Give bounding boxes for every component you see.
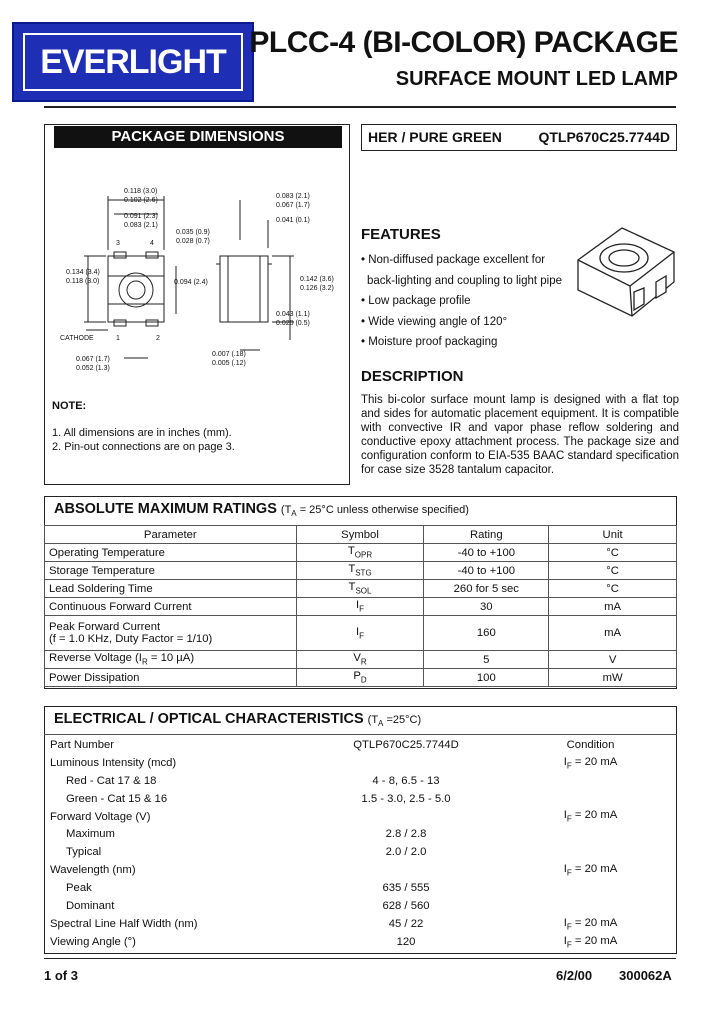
- row-value: [306, 808, 506, 826]
- row-condition: $I_F = 20$ mA: [563, 809, 618, 824]
- table-row: [46, 772, 675, 790]
- electro-heading: [54, 711, 421, 728]
- row-value: 1.5 - 3.0, 2.5 - 5.0: [361, 792, 451, 805]
- row-condition: [506, 772, 675, 790]
- abs-max-table: [44, 525, 677, 687]
- feature-text: Non-diffused package excellent for: [368, 254, 546, 266]
- row-condition: [506, 897, 675, 915]
- row-value: 2.8 / 2.8: [385, 828, 427, 841]
- note-2: 2. Pin-out connections are on page 3.: [52, 441, 235, 453]
- lens-circle: [119, 273, 153, 307]
- row-condition: [506, 879, 675, 897]
- table-row: [46, 861, 675, 879]
- electro-table: [46, 736, 675, 951]
- feature-text: Low package profile: [368, 295, 471, 307]
- col-header: QTLP670C25.7744D: [353, 738, 459, 751]
- row-label: Maximum: [66, 828, 115, 841]
- dim-label: 0.142 (3.6): [300, 276, 334, 283]
- table-row: [46, 825, 675, 843]
- abs-max-condition: ($T_A = 25^\circ C$ unless otherwise specified): [280, 504, 469, 519]
- electro-divider: [44, 734, 677, 735]
- electro-title: ELECTRICAL / OPTICAL CHARACTERISTICS: [54, 711, 364, 727]
- header-rule: [44, 106, 676, 108]
- row-condition: [506, 843, 675, 861]
- pin-label: 2: [156, 335, 160, 342]
- row-label: Luminous Intensity (mcd): [50, 756, 177, 769]
- table-header-row: [46, 736, 675, 754]
- pin-4-pad: [146, 252, 158, 258]
- dim-label: 0.020 (0.5): [276, 320, 310, 327]
- dim-label: 0.043 (1.1): [276, 311, 310, 318]
- feature-item: • Non-diffused package excellent for: [361, 254, 546, 266]
- footer-doc-number: 300062A: [619, 968, 672, 983]
- col-header: Part Number: [50, 738, 115, 751]
- row-condition: $I_F = 20$ mA: [563, 916, 618, 931]
- row-label: Spectral Line Half Width (nm): [50, 917, 198, 930]
- row-value: [306, 861, 506, 879]
- row-condition: $I_F = 20$ mA: [563, 934, 618, 949]
- row-condition: $I_F = 20$ mA: [563, 863, 618, 878]
- row-label: Forward Voltage (V): [50, 810, 151, 823]
- product-header: [361, 124, 677, 151]
- col-header: Symbol: [296, 526, 424, 544]
- dim-label: 0.052 (1.3): [76, 365, 110, 372]
- row-value: 628 / 560: [382, 899, 430, 912]
- row-value: [306, 754, 506, 772]
- dim-label: 0.067 (1.7): [276, 202, 310, 209]
- page-number: 1 of 3: [44, 968, 78, 983]
- note-1: 1. All dimensions are in inches (mm).: [52, 427, 232, 439]
- row-value: 45 / 22: [388, 917, 424, 930]
- logo-text: EVERLIGHT: [40, 42, 226, 81]
- dim-label: 0.028 (0.7): [176, 238, 210, 245]
- package-dimensions-heading: PACKAGE DIMENSIONS: [54, 126, 342, 148]
- electro-condition: $(T_A =25^\circ C)$: [367, 714, 422, 729]
- dim-label: 0.035 (0.9): [176, 229, 210, 236]
- pin-label: 1: [116, 335, 120, 342]
- pin-1-pad: [114, 320, 126, 326]
- row-label: Peak: [66, 882, 92, 895]
- package-drawing: [50, 180, 346, 375]
- row-value: 635 / 555: [382, 882, 430, 895]
- row-condition: $I_F = 20$ mA: [563, 755, 618, 770]
- side-view-body: [220, 256, 268, 322]
- table-row: [46, 843, 675, 861]
- dim-label: 0.083 (2.1): [276, 193, 310, 200]
- col-header: Rating: [424, 526, 549, 544]
- note-title: NOTE:: [52, 400, 87, 412]
- feature-item: • Moisture proof packaging: [361, 336, 498, 348]
- abs-max-heading: [54, 501, 469, 518]
- table-row: [46, 879, 675, 897]
- dim-label: 0.091 (2.3): [124, 213, 158, 220]
- dim-label: 0.067 (1.7): [76, 356, 110, 363]
- document-subtitle: SURFACE MOUNT LED LAMP: [395, 68, 678, 90]
- row-value: 4 - 8, 6.5 - 13: [372, 774, 440, 787]
- dim-label: 0.005 (.12): [212, 360, 246, 367]
- row-value: 2.0 / 2.0: [385, 846, 427, 859]
- feature-item: • Low package profile: [361, 295, 471, 307]
- description-text: This bi-color surface mount lamp is designed with a flat top and sides for automatic placement equipment. It is compatible with convective IR and vapor phase reflow soldering and conductive epoxy attachment process. The package size and configuration conform to EIA-535 BAAC standard specification for case size 3528 tantalum capacitor.: [361, 394, 679, 476]
- logo-frame: [23, 33, 243, 91]
- row-label: Viewing Angle (°): [50, 935, 136, 948]
- table-row: Continuous Forward Current $I_F$ 30 mA: [45, 598, 677, 616]
- document-title: PLCC-4 (BI-COLOR) PACKAGE: [249, 26, 678, 59]
- row-label: Dominant: [66, 899, 115, 912]
- footer-date: 6/2/00: [556, 968, 593, 983]
- table-row: [46, 897, 675, 915]
- pin-3-pad: [114, 252, 126, 258]
- feature-item-continued: back-lighting and coupling to light pipe: [367, 275, 562, 287]
- table-row: Lead Soldering Time $T_{SOL}$ 260 for 5 sec °C: [45, 580, 677, 598]
- product-part-number: QTLP670C25.7744D: [538, 129, 670, 145]
- features-heading: FEATURES: [361, 226, 441, 243]
- dim-label: 0.083 (2.1): [124, 222, 158, 229]
- table-row: Operating Temperature $T_{OPR}$ -40 to +100 °C: [45, 544, 677, 562]
- row-label: Typical: [66, 846, 102, 859]
- feature-item: • Wide viewing angle of 120°: [361, 316, 508, 328]
- col-header: Condition: [566, 738, 615, 751]
- everlight-logo: [12, 22, 254, 102]
- table-row: Power Dissipation $P_D$ 100 mW: [45, 669, 677, 687]
- col-header: Unit: [549, 526, 677, 544]
- col-header: Parameter: [45, 526, 297, 544]
- dim-label: 0.118 (3.0): [66, 278, 100, 285]
- table-row: [46, 808, 675, 826]
- table-row: Storage Temperature $T_{STG}$ -40 to +100 °C: [45, 562, 677, 580]
- table-row: Peak Forward Current (f = 1.0 KHz, Duty Factor = 1/10) $I_F$ 160 mA: [45, 616, 677, 651]
- row-label: Green - Cat 15 & 16: [66, 792, 168, 805]
- top-view-body: [108, 256, 164, 322]
- row-condition: [506, 825, 675, 843]
- product-color: HER / PURE GREEN: [368, 129, 502, 145]
- table-row: [46, 915, 675, 933]
- pin-label: 3: [116, 240, 120, 247]
- row-value: 120: [396, 935, 416, 948]
- row-condition: [506, 790, 675, 808]
- table-row: [46, 790, 675, 808]
- description-heading: DESCRIPTION: [361, 368, 464, 385]
- feature-text: Wide viewing angle of 120°: [368, 316, 508, 328]
- dim-label: 0.134 (3.4): [66, 269, 100, 276]
- feature-text: Moisture proof packaging: [368, 336, 498, 348]
- row-label: Red - Cat 17 & 18: [66, 774, 157, 787]
- dim-label: 0.041 (0.1): [276, 217, 310, 224]
- dim-label: 0.126 (3.2): [300, 285, 334, 292]
- abs-max-title: ABSOLUTE MAXIMUM RATINGS: [54, 501, 277, 517]
- dim-label: 0.094 (2.4): [174, 279, 208, 286]
- dim-label: 0.007 (.18): [212, 351, 246, 358]
- cathode-label: CATHODE: [60, 335, 94, 342]
- table-row: [46, 754, 675, 772]
- pin-2-pad: [146, 320, 158, 326]
- pin-label: 4: [150, 240, 154, 247]
- table-row: [46, 933, 675, 951]
- footer-rule: [44, 958, 676, 959]
- led-package-illustration: [572, 218, 678, 330]
- dim-label: 0.118 (3.0): [124, 188, 158, 195]
- row-label: Wavelength (nm): [50, 864, 136, 877]
- dim-label: 0.102 (2.6): [124, 197, 158, 204]
- table-row: Reverse Voltage ($I_R = 10$ µA) $V_R$ 5 V: [45, 651, 677, 669]
